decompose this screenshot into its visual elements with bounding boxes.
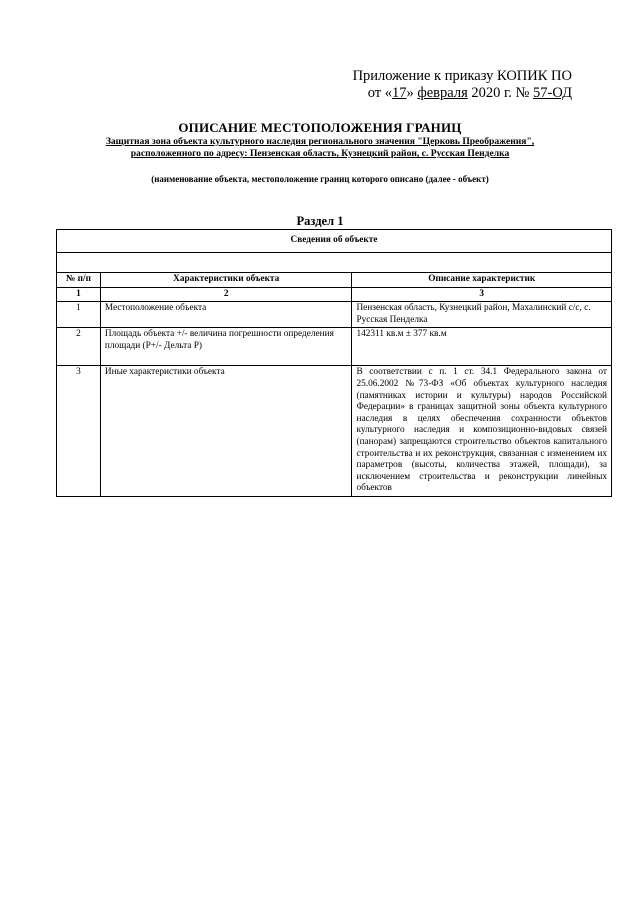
row-characteristic: Иные характеристики объекта [100,366,352,497]
row-number: 2 [57,328,101,366]
table-info-header-row [57,230,612,253]
row-characteristic: Площадь объекта +/- величина погрешности определения площади (Р+/- Дельта Р) [100,328,352,366]
appendix-line1: Приложение к приказу КОПИК ПО [352,68,572,84]
table-info-header: Сведения об объекте [57,230,612,253]
table-column-numbers-row [57,287,612,302]
appendix-header [353,68,572,102]
appendix-day: 17 [391,85,407,101]
column-header: № п/п [57,273,101,288]
appendix-month: февраля [417,85,468,101]
row-number: 1 [57,302,101,328]
column-header: Описание характеристик [352,273,612,288]
object-subtitle [60,136,580,160]
appendix-number: 57-ОД [533,85,572,101]
subtitle-line1: Защитная зона объекта культурного наследия регионального значения "Церковь Преображения", [105,136,535,147]
object-info-table [56,229,612,497]
table-blank-cell [57,253,612,273]
table-row [57,302,612,328]
row-description: В соответствии с п. 1 ст. 34.1 Федерального закона от 25.06.2002 №73-ФЗ «Об объектах культурного наследия (памятниках истории и культуры) народов Российской Федерации» в границах защитной зоны объекта культурного наследия в целях обеспечения сохранности объектов культурного наследия и композиционно-видовых связей (панорам) запрещаются строительство объектов капитального строительства и их реконструкция, связанная с изменением их параметров (высоты, количества этажей, площади), за исключением строительства и реконструкции линейных объектов [352,366,612,497]
table-row [57,366,612,497]
column-number: 2 [100,287,352,302]
row-characteristic: Местоположение объекта [100,302,352,328]
table-header-row [57,273,612,288]
table-row [57,328,612,366]
row-description: Пензенская область, Кузнецкий район, Махалинский с/с, с. Русская Пенделка [352,302,612,328]
row-description: 142311 кв.м ± 377 кв.м [352,328,612,366]
column-number: 3 [352,287,612,302]
appendix-mid: » [406,85,418,101]
column-header: Характеристики объекта [100,273,352,288]
appendix-year: 2020 г. № [467,85,534,101]
row-number: 3 [57,366,101,497]
subtitle-line2: расположенного по адресу: Пензенская область, Кузнецкий район, с. Русская Пенделка [130,148,510,159]
page-title: ОПИСАНИЕ МЕСТОПОЛОЖЕНИЯ ГРАНИЦ [178,120,462,135]
object-caption: (наименование объекта, местоположение границ которого описано (далее - объект) [151,174,489,184]
column-number: 1 [57,287,101,302]
appendix-line2 [353,85,572,102]
appendix-prefix: от « [367,85,392,101]
table-blank-row [57,253,612,273]
section-title: Раздел 1 [296,214,344,228]
